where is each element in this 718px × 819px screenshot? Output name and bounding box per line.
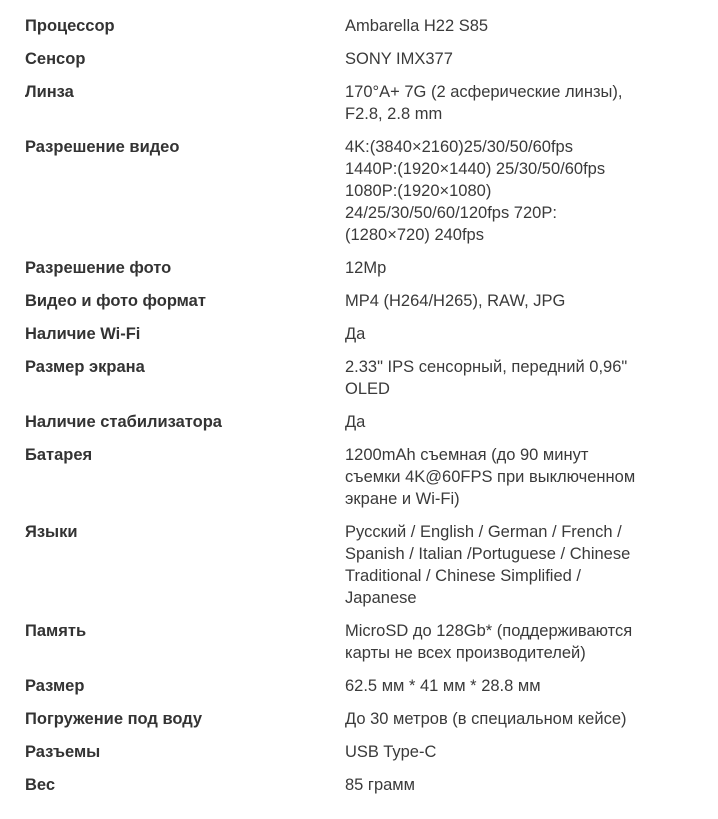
spec-label: Батарея: [25, 446, 93, 464]
spec-row-waterproof: [0, 708, 718, 741]
spec-label: Видео и фото формат: [25, 292, 206, 310]
spec-value: 62.5 мм * 41 мм * 28.8 мм: [345, 677, 541, 695]
spec-value: MicroSD до 128Gb* (поддерживаются карты не всех производителей): [345, 622, 633, 662]
spec-label: Языки: [25, 523, 78, 541]
spec-label: Линза: [25, 83, 74, 101]
spec-value: 85 грамм: [345, 776, 415, 794]
spec-label: Память: [25, 622, 87, 640]
spec-row-wifi: [0, 323, 718, 356]
spec-row-stabilizer: [0, 411, 718, 444]
spec-row-processor: [0, 15, 718, 48]
spec-label: Сенсор: [25, 50, 86, 68]
spec-row-photo-resolution: [0, 257, 718, 290]
spec-value: Русский / English / German / French / Spanish / Italian /Portuguese / Chinese Traditional / Chinese Simplified / Japanese: [345, 523, 631, 607]
spec-value: MP4 (H264/H265), RAW, JPG: [345, 292, 566, 310]
spec-row-sensor: [0, 48, 718, 81]
spec-label: Разрешение фото: [25, 259, 172, 277]
spec-value: Да: [345, 413, 366, 431]
spec-label: Погружение под воду: [25, 710, 203, 728]
spec-row-languages: [0, 521, 718, 620]
spec-row-video-resolution: [0, 136, 718, 257]
spec-row-size: [0, 675, 718, 708]
spec-label: Размер: [25, 677, 85, 695]
spec-row-battery: [0, 444, 718, 521]
spec-label: Вес: [25, 776, 56, 794]
spec-value: 4K:(3840×2160)25/30/50/60fps 1440P:(1920×1440) 25/30/50/60fps 1080P:(1920×1080) 24/25/30/50/60/120fps 720P: (1280×720) 240fps: [345, 138, 606, 244]
spec-row-memory: [0, 620, 718, 675]
spec-label: Размер экрана: [25, 358, 145, 376]
spec-row-lens: [0, 81, 718, 136]
spec-row-ports: [0, 741, 718, 774]
spec-row-format: [0, 290, 718, 323]
spec-label: Наличие Wi-Fi: [25, 325, 141, 343]
spec-value: Ambarella H22 S85: [345, 17, 489, 35]
spec-label: Разрешение видео: [25, 138, 180, 156]
spec-value: 2.33" IPS сенсорный, передний 0,96" OLED: [345, 358, 628, 398]
spec-label: Разъемы: [25, 743, 101, 761]
spec-label: Наличие стабилизатора: [25, 413, 222, 431]
spec-value: SONY IMX377: [345, 50, 453, 68]
spec-value: 170°A+ 7G (2 асферические линзы), F2.8, 2.8 mm: [345, 83, 623, 123]
spec-row-weight: [0, 774, 718, 807]
spec-value: До 30 метров (в специальном кейсе): [345, 710, 627, 728]
spec-value: USB Type-C: [345, 743, 437, 761]
spec-value: 1200mAh съемная (до 90 минут съемки 4K@60FPS при выключенном экране и Wi-Fi): [345, 446, 636, 508]
spec-label: Процессор: [25, 17, 115, 35]
spec-row-screen-size: [0, 356, 718, 411]
spec-value: Да: [345, 325, 366, 343]
spec-value: 12Mp: [345, 259, 387, 277]
